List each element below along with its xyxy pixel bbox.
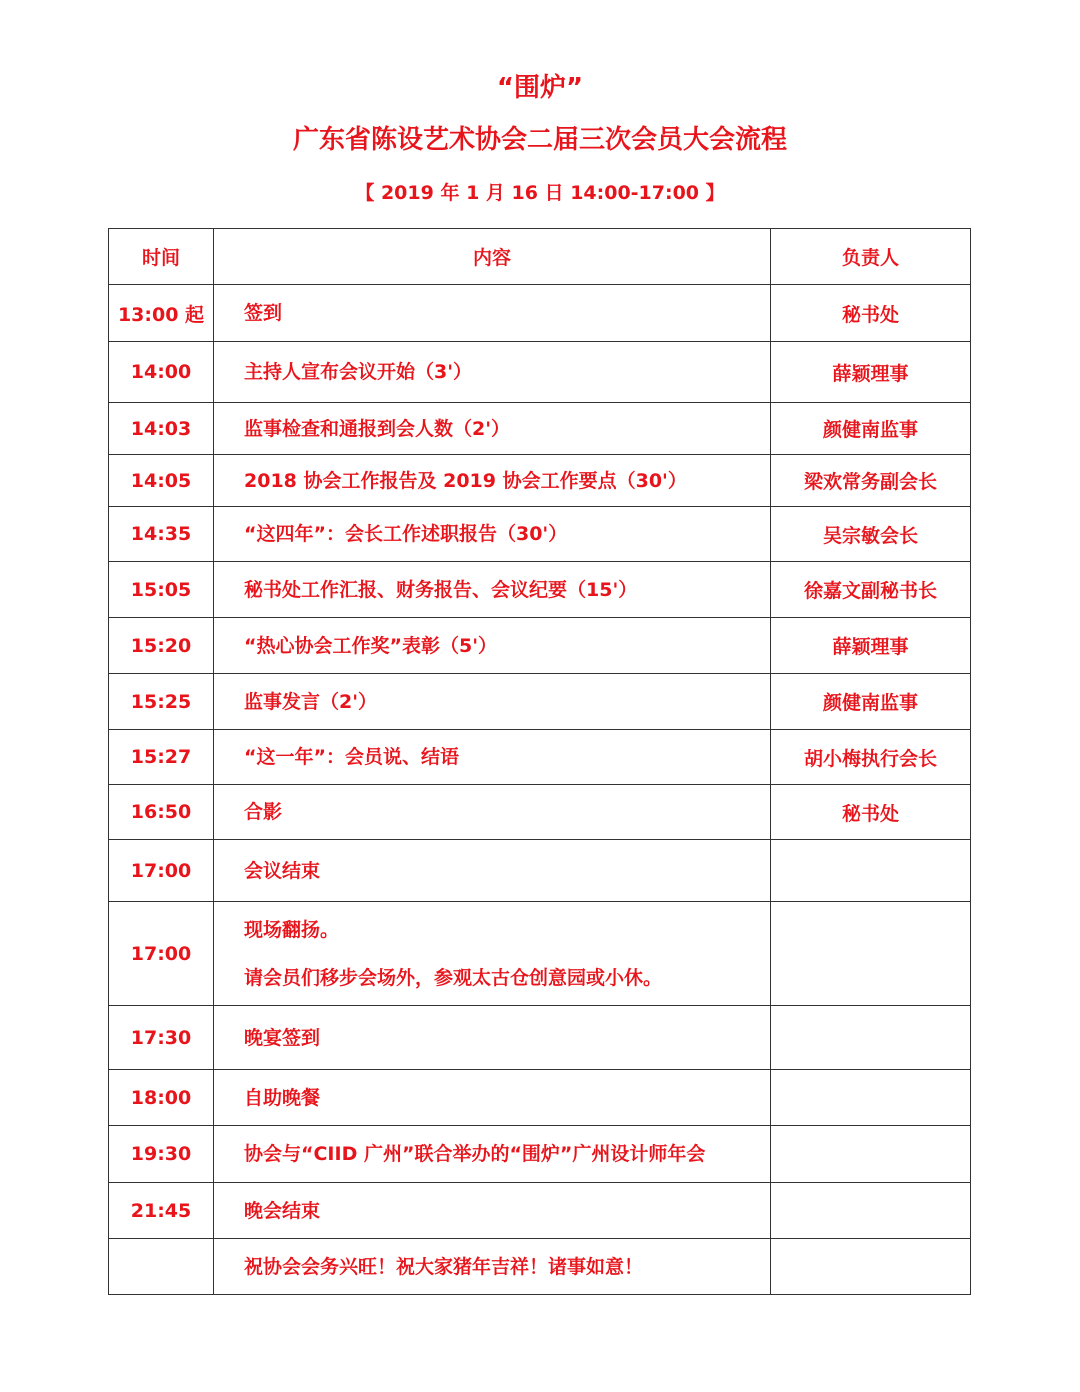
time-cell: 14:35 <box>109 507 214 562</box>
owner-cell: 徐嘉文副秘书长 <box>771 562 971 618</box>
content-cell <box>214 403 771 455</box>
owner-cell <box>771 902 971 1006</box>
time-cell: 16:50 <box>109 785 214 840</box>
owner-cell: 薛颖理事 <box>771 618 971 674</box>
table-row <box>109 507 971 562</box>
table-header-row <box>109 229 971 285</box>
content-line: 祝协会会务兴旺！祝大家猪年吉祥！诸事如意！ <box>244 1255 644 1278</box>
content-cell <box>214 674 771 730</box>
owner-cell <box>771 840 971 902</box>
content-cell <box>214 455 771 507</box>
table-row <box>109 618 971 674</box>
content-cell <box>214 562 771 618</box>
content-cell <box>214 1183 771 1239</box>
owner-cell: 薛颖理事 <box>771 342 971 403</box>
time-cell: 14:03 <box>109 403 214 455</box>
content-line: 监事检查和通报到会人数（2'） <box>244 417 511 440</box>
owner-cell <box>771 1239 971 1295</box>
owner-cell <box>771 1183 971 1239</box>
owner-cell: 颜健南监事 <box>771 403 971 455</box>
content-line: 2018 协会工作报告及 2019 协会工作要点（30'） <box>244 469 687 492</box>
content-line: “这四年”：会长工作述职报告（30'） <box>244 523 568 545</box>
content-cell <box>214 285 771 342</box>
table-row <box>109 1239 971 1295</box>
table-row <box>109 285 971 342</box>
owner-cell: 胡小梅执行会长 <box>771 730 971 785</box>
table-row <box>109 403 971 455</box>
table-row <box>109 674 971 730</box>
table-row <box>109 730 971 785</box>
table-row <box>109 1070 971 1126</box>
content-cell <box>214 902 771 1006</box>
date-time: 【 2019 年 1 月 16 日 14:00-17:00 】 <box>355 182 725 204</box>
table-row <box>109 342 971 403</box>
content-cell <box>214 618 771 674</box>
content-cell <box>214 1239 771 1295</box>
content-cell <box>214 1070 771 1126</box>
owner-cell <box>771 1126 971 1183</box>
header-content: 内容 <box>214 229 771 285</box>
time-cell: 17:00 <box>109 840 214 902</box>
time-cell: 13:00 起 <box>109 285 214 342</box>
content-cell <box>214 730 771 785</box>
content-line: “热心协会工作奖”表彰（5'） <box>244 634 498 657</box>
content-line: “这一年”：会员说、结语 <box>244 746 459 768</box>
table-row <box>109 785 971 840</box>
time-cell: 15:05 <box>109 562 214 618</box>
owner-cell <box>771 1070 971 1126</box>
table-row <box>109 455 971 507</box>
content-line: 签到 <box>244 302 283 324</box>
time-cell: 18:00 <box>109 1070 214 1126</box>
content-line: 监事发言（2'） <box>244 690 378 713</box>
content-cell <box>214 785 771 840</box>
time-cell: 15:20 <box>109 618 214 674</box>
table-row <box>109 1183 971 1239</box>
table-row <box>109 840 971 902</box>
schedule-body <box>109 285 971 1295</box>
content-line: 秘书处工作汇报、财务报告、会议纪要（15'） <box>244 578 638 601</box>
time-cell: 14:00 <box>109 342 214 403</box>
content-cell <box>214 1126 771 1183</box>
content-line: 协会与“CIID 广州”联合举办的“围炉”广州设计师年会 <box>244 1143 706 1165</box>
page-title: 广东省陈设艺术协会二届三次会员大会流程 <box>292 125 787 155</box>
content-line: 会议结束 <box>244 859 321 882</box>
content-line: 合影 <box>244 801 283 823</box>
header-time: 时间 <box>109 229 214 285</box>
time-cell: 17:30 <box>109 1006 214 1070</box>
owner-cell: 颜健南监事 <box>771 674 971 730</box>
content-cell <box>214 507 771 562</box>
time-cell: 14:05 <box>109 455 214 507</box>
time-cell: 15:27 <box>109 730 214 785</box>
time-cell: 17:00 <box>109 902 214 1006</box>
owner-cell: 梁欢常务副会长 <box>771 455 971 507</box>
owner-cell: 吴宗敏会长 <box>771 507 971 562</box>
content-line: 请会员们移步会场外，参观太古仓创意园或小休。 <box>244 966 663 989</box>
table-row <box>109 902 971 1006</box>
event-title: “围炉” <box>496 73 584 103</box>
content-cell <box>214 840 771 902</box>
content-line: 现场翻扬。 <box>244 918 340 941</box>
content-line: 主持人宣布会议开始（3'） <box>244 361 473 383</box>
time-cell: 19:30 <box>109 1126 214 1183</box>
table-row <box>109 1126 971 1183</box>
table-row <box>109 562 971 618</box>
owner-cell: 秘书处 <box>771 285 971 342</box>
content-cell <box>214 342 771 403</box>
owner-cell: 秘书处 <box>771 785 971 840</box>
content-line: 晚宴签到 <box>244 1026 321 1049</box>
content-cell <box>214 1006 771 1070</box>
time-cell <box>109 1239 214 1295</box>
time-cell: 15:25 <box>109 674 214 730</box>
header-owner: 负责人 <box>771 229 971 285</box>
content-line: 自助晚餐 <box>244 1086 321 1109</box>
owner-cell <box>771 1006 971 1070</box>
time-cell: 21:45 <box>109 1183 214 1239</box>
schedule-table <box>108 228 971 1295</box>
content-line: 晚会结束 <box>244 1199 321 1222</box>
table-row <box>109 1006 971 1070</box>
